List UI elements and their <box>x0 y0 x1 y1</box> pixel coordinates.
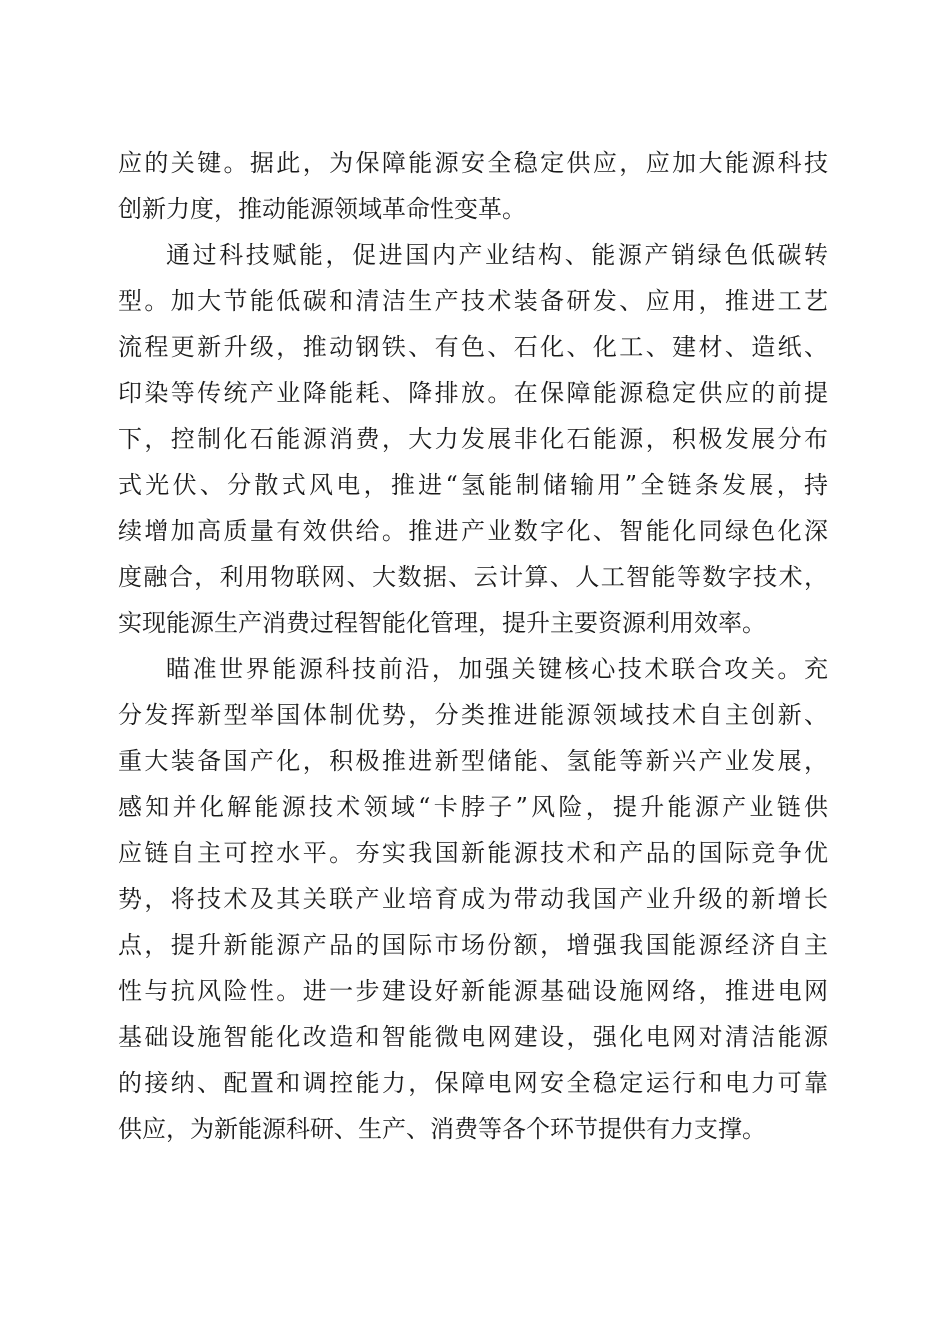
text-line: 基础设施智能化改造和智能微电网建设，强化电网对清洁能源 <box>118 1023 828 1051</box>
text-line: 实现能源生产消费过程智能化管理，提升主要资源利用效率。 <box>118 609 766 637</box>
text-line: 创新力度，推动能源领域革命性变革。 <box>118 195 526 223</box>
text-line: 印染等传统产业降能耗、降排放。在保障能源稳定供应的前提 <box>118 379 828 407</box>
text-line: 重大装备国产化，积极推进新型储能、氢能等新兴产业发展， <box>118 747 828 775</box>
text-line: 性与抗风险性。进一步建设好新能源基础设施网络，推进电网 <box>118 977 828 1005</box>
text-line: 下，控制化石能源消费，大力发展非化石能源，积极发展分布 <box>118 425 828 453</box>
text-line: 点，提升新能源产品的国际市场份额，增强我国能源经济自主 <box>118 931 828 959</box>
paragraph-1 <box>118 140 828 232</box>
text-line: 势，将技术及其关联产业培育成为带动我国产业升级的新增长 <box>118 885 828 913</box>
text-line: 应的关键。据此，为保障能源安全稳定供应，应加大能源科技 <box>118 149 828 177</box>
text-line: 流程更新升级，推动钢铁、有色、石化、化工、建材、造纸、 <box>118 333 828 361</box>
text-line: 的接纳、配置和调控能力，保障电网安全稳定运行和电力可靠 <box>118 1069 828 1097</box>
text-line: 通过科技赋能，促进国内产业结构、能源产销绿色低碳转 <box>166 241 828 269</box>
text-line: 分发挥新型举国体制优势，分类推进能源领域技术自主创新、 <box>118 701 828 729</box>
text-line: 度融合，利用物联网、大数据、云计算、人工智能等数字技术， <box>118 563 828 591</box>
text-line: 型。加大节能低碳和清洁生产技术装备研发、应用，推进工艺 <box>118 287 828 315</box>
document-body <box>118 140 828 1152</box>
text-line: 续增加高质量有效供给。推进产业数字化、智能化同绿色化深 <box>118 517 828 545</box>
text-line: 瞄准世界能源科技前沿，加强关键核心技术联合攻关。充 <box>166 655 828 683</box>
text-line: 式光伏、分散式风电，推进“氢能制储输用”全链条发展，持 <box>118 471 828 499</box>
text-line: 感知并化解能源技术领域“卡脖子”风险，提升能源产业链供 <box>118 793 828 821</box>
paragraph-3 <box>118 646 828 1152</box>
text-line: 应链自主可控水平。夯实我国新能源技术和产品的国际竞争优 <box>118 839 828 867</box>
text-line: 供应，为新能源科研、生产、消费等各个环节提供有力支撑。 <box>118 1115 766 1143</box>
paragraph-2 <box>118 232 828 646</box>
